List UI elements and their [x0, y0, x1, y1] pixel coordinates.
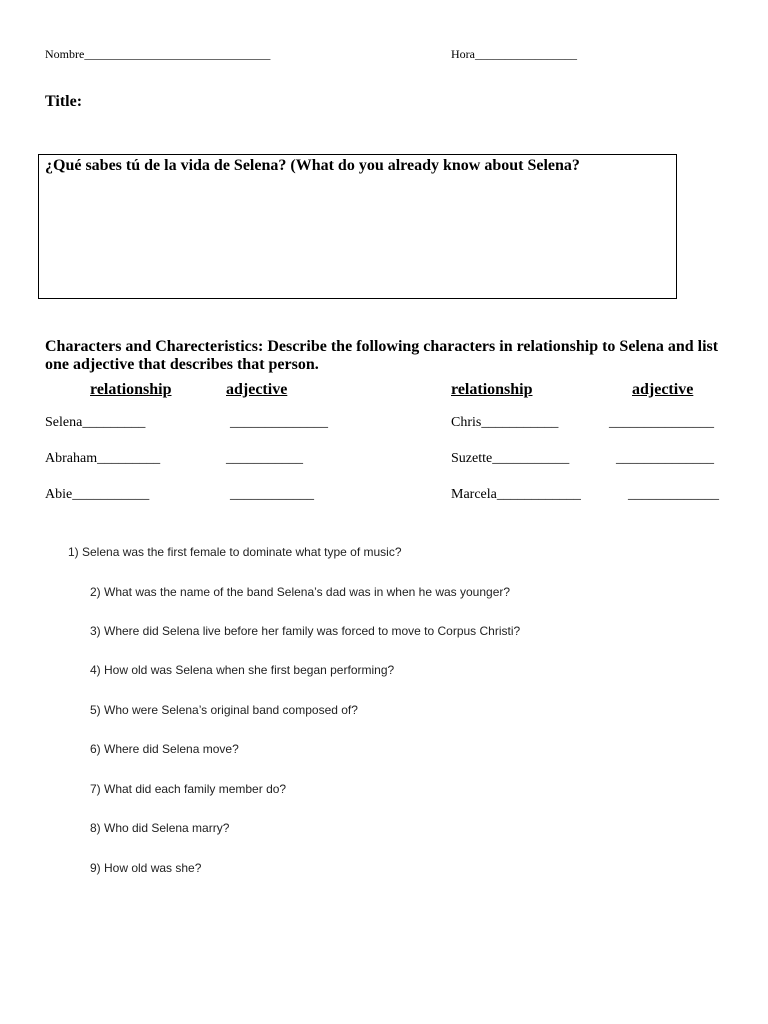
- col-header-adjective-right: adjective: [632, 381, 694, 398]
- name-field[interactable]: Nombre_______________________________: [45, 47, 271, 61]
- character-suzette[interactable]: Suzette___________: [451, 451, 570, 466]
- question-5: 5) Who were Selena’s original band composed of?: [90, 703, 358, 717]
- question-7: 7) What did each family member do?: [90, 782, 287, 796]
- adjective-blank-suzette[interactable]: ______________: [616, 451, 714, 466]
- title-label: Title:: [45, 93, 83, 110]
- question-2: 2) What was the name of the band Selena’s dad was in when he was younger?: [90, 585, 511, 599]
- question-6: 6) Where did Selena move?: [90, 742, 239, 756]
- col-header-relationship-left: relationship: [90, 381, 172, 398]
- question-1: 1) Selena was the first female to dominate what type of music?: [68, 545, 402, 559]
- question-3: 3) Where did Selena live before her family was forced to move to Corpus Christi?: [90, 624, 521, 638]
- adjective-blank-abie[interactable]: ____________: [230, 487, 314, 502]
- adjective-blank-marcela[interactable]: _____________: [628, 487, 719, 502]
- question-8: 8) Who did Selena marry?: [90, 821, 230, 835]
- question-4: 4) How old was Selena when she first began performing?: [90, 663, 395, 677]
- character-marcela[interactable]: Marcela____________: [451, 487, 581, 502]
- adjective-blank-abraham[interactable]: ___________: [226, 451, 303, 466]
- character-chris[interactable]: Chris___________: [451, 415, 559, 430]
- question-9: 9) How old was she?: [90, 861, 202, 875]
- adjective-blank-chris[interactable]: _______________: [609, 415, 714, 430]
- col-header-adjective-left: adjective: [226, 381, 288, 398]
- characters-instructions: Characters and Charecteristics: Describe the following characters in relationship to Selena and list one adjective that describes that person.: [45, 338, 719, 373]
- prior-knowledge-box[interactable]: [38, 154, 677, 299]
- hour-field[interactable]: Hora_________________: [451, 47, 577, 61]
- col-header-relationship-right: relationship: [451, 381, 533, 398]
- character-abraham[interactable]: Abraham_________: [45, 451, 161, 466]
- character-selena[interactable]: Selena_________: [45, 415, 146, 430]
- character-abie[interactable]: Abie___________: [45, 487, 150, 502]
- adjective-blank-selena[interactable]: ______________: [230, 415, 328, 430]
- prior-knowledge-question: ¿Qué sabes tú de la vida de Selena? (What do you already know about Selena?: [45, 157, 580, 174]
